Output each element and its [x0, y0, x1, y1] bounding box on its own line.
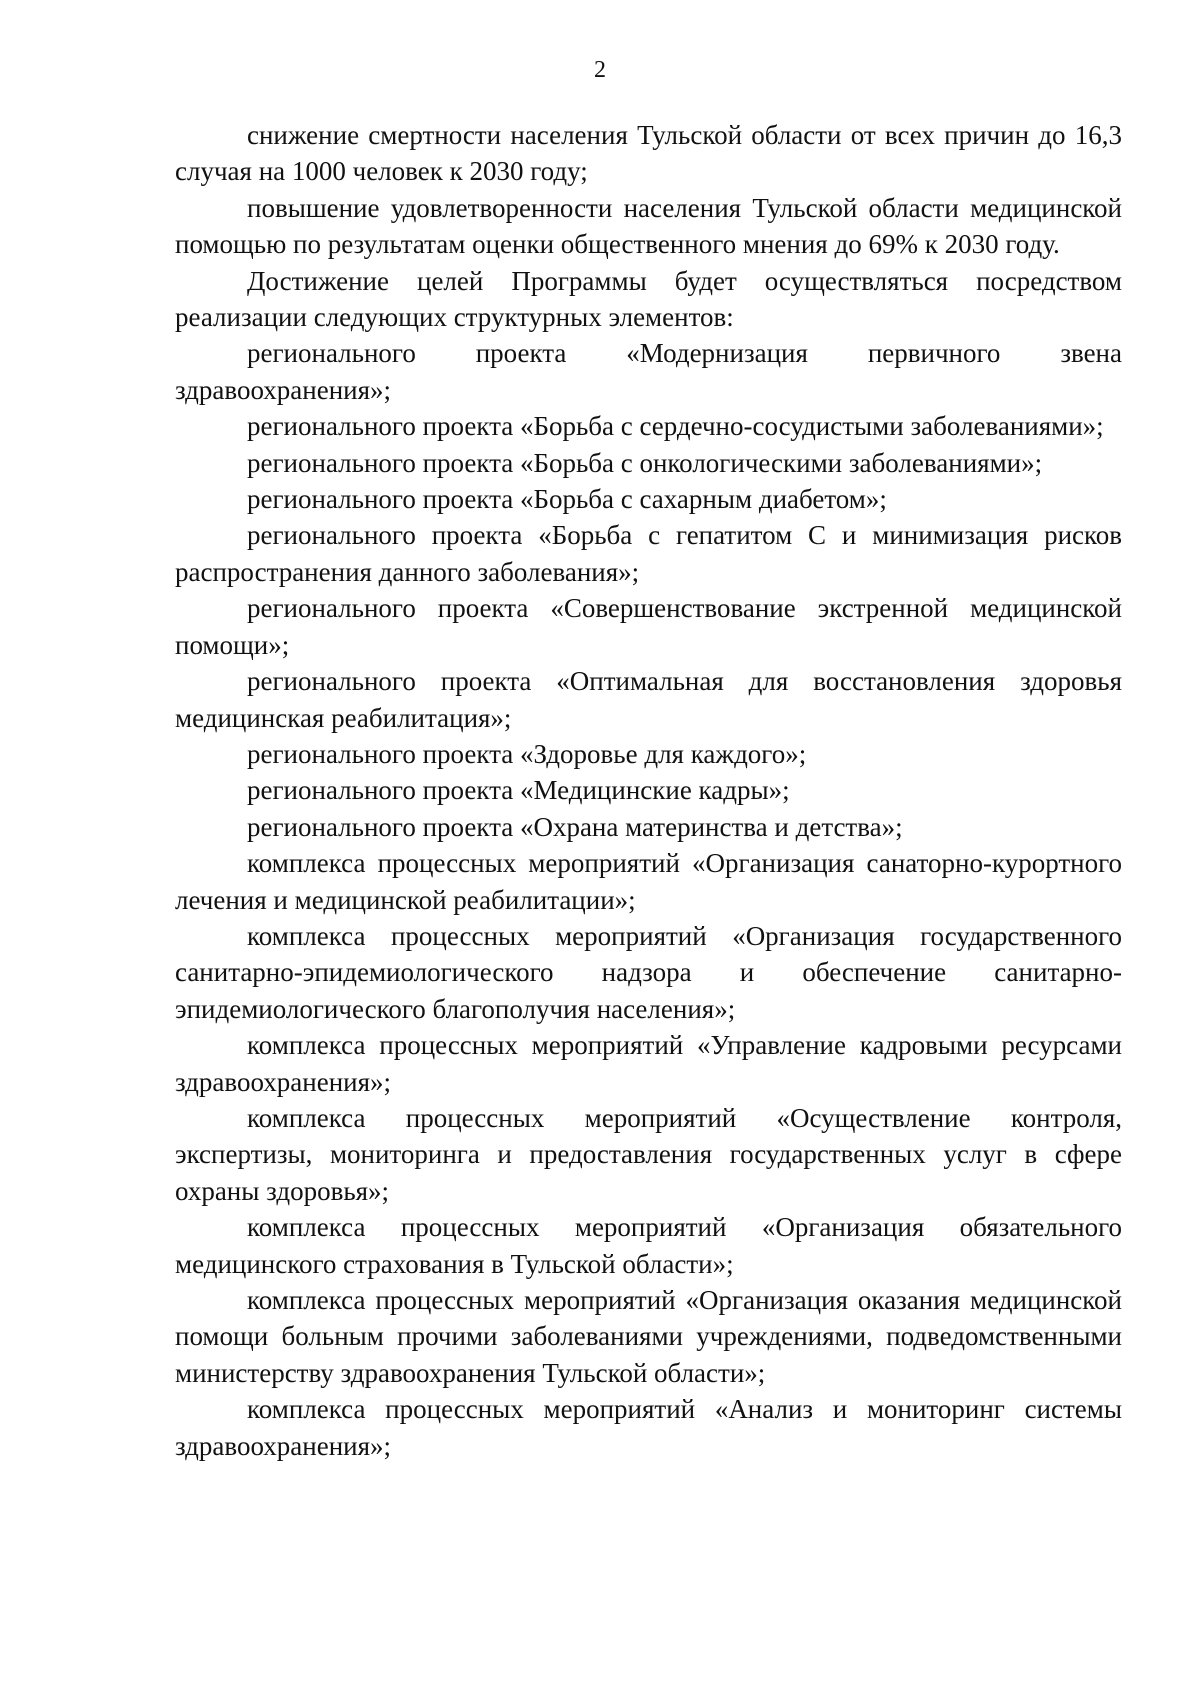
list-item-process-complex: комплекса процессных мероприятий «Осуществление контроля, экспертизы, мониторинга и предоставления государственных услуг в сфере охраны здоровья»; [175, 1102, 1122, 1206]
list-item-project: регионального проекта «Совершенствование экстренной медицинской помощи»; [175, 593, 1122, 660]
list-item-project: регионального проекта «Оптимальная для восстановления здоровья медицинская реабилитация»; [175, 666, 1122, 733]
list-item-project: регионального проекта «Борьба с сахарным диабетом»; [247, 484, 887, 515]
list-item-process-complex: комплекса процессных мероприятий «Управление кадровыми ресурсами здравоохранения»; [175, 1030, 1122, 1097]
list-item-process-complex: комплекса процессных мероприятий «Анализ и мониторинг системы здравоохранения»; [175, 1394, 1122, 1461]
list-item-project: регионального проекта «Модернизация первичного звена здравоохранения»; [175, 338, 1122, 405]
page-number: 2 [594, 57, 606, 83]
list-item-project: регионального проекта «Борьба с онкологическими заболеваниями»; [247, 447, 1043, 478]
list-item-project: регионального проекта «Борьба с гепатитом С и минимизация рисков распространения данного заболевания»; [175, 520, 1122, 587]
list-item-project: регионального проекта «Охрана материнства и детства»; [247, 811, 903, 842]
list-item-project: регионального проекта «Борьба с сердечно-сосудистыми заболеваниями»; [247, 411, 1104, 442]
paragraph-satisfaction-target: повышение удовлетворенности населения Тульской области медицинской помощью по результатам оценки общественного мнения до 69% к 2030 году. [175, 192, 1122, 260]
paragraph-mortality-target: снижение смертности населения Тульской области от всех причин до 16,3 случая на 1000 человек к 2030 году; [175, 120, 1122, 187]
paragraph-goals-intro: Достижение целей Программы будет осуществляться посредством реализации следующих структурных элементов: [175, 265, 1122, 333]
document-body [175, 117, 1122, 1464]
list-item-process-complex: комплекса процессных мероприятий «Организация санаторно-курортного лечения и медицинской реабилитации»; [175, 848, 1122, 915]
list-item-project: регионального проекта «Медицинские кадры»; [247, 775, 790, 806]
list-item-project: регионального проекта «Здоровье для каждого»; [247, 738, 807, 769]
list-item-process-complex: комплекса процессных мероприятий «Организация оказания медицинской помощи больным прочими заболеваниями учреждениями, подведомственными министерству здравоохранения Тульской области»; [175, 1285, 1122, 1388]
list-item-process-complex: комплекса процессных мероприятий «Организация государственного санитарно-эпидемиологического надзора и обеспечение санитарно-эпидемиологического благополучия населения»; [175, 920, 1122, 1024]
list-item-process-complex: комплекса процессных мероприятий «Организация обязательного медицинского страхования в Тульской области»; [175, 1212, 1122, 1279]
